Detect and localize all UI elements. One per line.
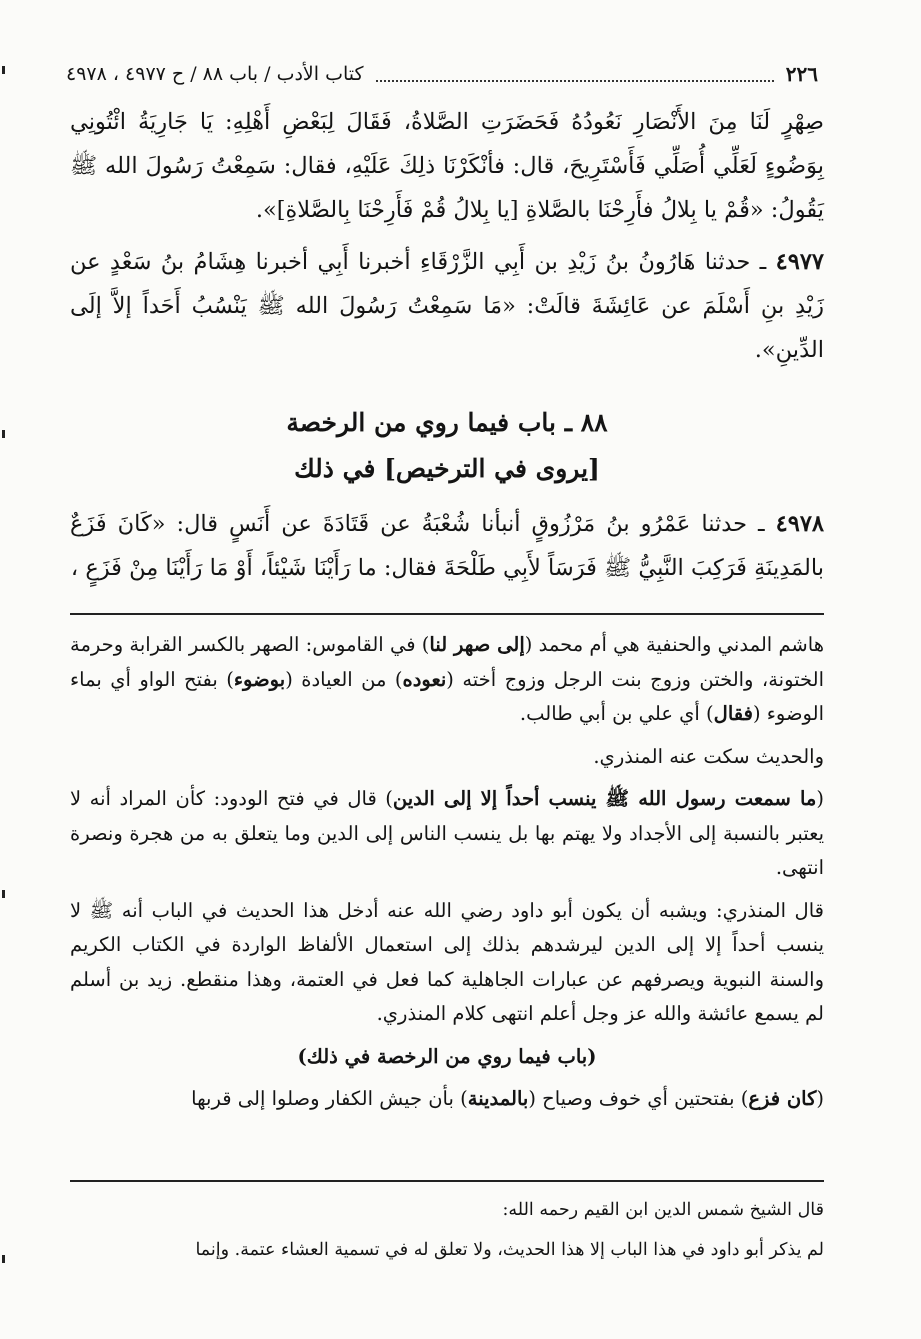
commentary-keyword: ما سمعت رسول الله ﷺ ينسب أحداً إلا إلى الدين: [392, 787, 817, 810]
commentary-keyword: نعوده: [402, 667, 447, 691]
commentary-paragraph: والحديث سكت عنه المنذري.: [593, 744, 824, 768]
ibn-qayyim-note: [70, 1190, 824, 1270]
hadith-4977: [70, 240, 824, 372]
chapter-word: باب: [517, 408, 556, 437]
commentary-keyword: بوضوء: [233, 667, 286, 691]
commentary-text: ) بفتحتين أي خوف وصياح (: [528, 1087, 749, 1110]
commentary-keyword: إلى صهر لنا: [429, 633, 525, 656]
scan-edge-mark: [2, 890, 5, 898]
chapter-subtitle: [يروى في الترخيص] في ذلك: [294, 454, 600, 483]
commentary-paragraph: [70, 782, 824, 886]
hadith-continued: صِهْرٍ لَنَا مِنَ الأَنْصَارِ نَعُودُهُ فَحَضَرَتِ الصَّلاةُ، فَقَالَ لِبَعْضِ أَهْلِهِ: يَا جَارِيَةُ ائْتُونِي بِوَضُوءٍ لَعَلِّي أُصَلِّي فَأَسْتَرِيحَ، قال: فأنْكَرْنَا ذلِكَ عَلَيْهِ، فقال: سَمِعْتُ رَسُولَ الله ﷺ يَقُولُ: «قُمْ يا بِلالُ فأَرِحْنَا بالصَّلاةِ [يا بِلالُ قُمْ فَأَرِحْنَا بِالصَّلاةِ]».: [70, 109, 824, 223]
main-text-lower: [70, 502, 824, 590]
scan-edge-mark: [2, 66, 5, 74]
page-number: ٢٢٦: [785, 62, 818, 86]
commentary-keyword: فقال: [713, 702, 753, 725]
commentary-paragraph: [70, 1082, 824, 1117]
commentary-text: ) قال في فتح الودود: كأن المراد أنه لا يعتبر بالنسبة إلى الأجداد ولا يهتم بها بل ينسب الناس إلى الدين وما يتعلق به من هجرة ونصرة انتهى.: [70, 787, 824, 879]
hadith-4978: [70, 502, 824, 590]
main-text-upper: [70, 100, 824, 380]
commentary-text: ) من العيادة (: [285, 667, 403, 691]
hadith-number: ٤٩٧٨: [775, 511, 824, 537]
footnote-divider: [70, 613, 824, 615]
commentary-paragraph: قال المنذري: ويشبه أن يكون أبو داود رضي الله عنه أدخل هذا الحديث في الباب أنه ﷺ لا ينسب أحداً إلا إلى الدين ليرشدهم بذلك إلى استعمال الألفاظ الواردة في الكتاب الكريم والسنة النبوية ويصرفهم عن عبارات الجاهلية كما فعل في العتمة، وهذا منقطع. زيد بن أسلم لم يسمع عائشة والله عز وجل أعلم انتهى كلام المنذري.: [70, 898, 824, 1025]
hadith-text: ـ حدثنا عَمْرُو بنُ مَرْزُوقٍ أنبأنا شُعْبَةُ عن قَتَادَةَ عن أَنَسٍ قال: «كَانَ فَزَعٌ بالمَدِينَةِ فَرَكِبَ النَّبِيُّ ﷺ فَرَسَاً لأَبِي طَلْحَةَ فقال: ما رَأَيْنَا شَيْئاً، أَوْ مَا رَأَيْنَا مِنْ فَزَعٍ ،: [70, 511, 824, 581]
header-dotted-leader: [376, 66, 774, 82]
commentary-text: ) بأن جيش الكفار وصلوا إلى قربها: [191, 1087, 468, 1110]
scan-edge-mark: [2, 430, 5, 438]
commentary-text: ) بفتح الواو أي بماء الوضوء (: [70, 667, 824, 725]
commentary-text: هاشم المدني والحنفية هي أم محمد (: [524, 633, 824, 656]
footnote-divider: [70, 1180, 824, 1182]
running-title: كتاب الأدب / باب ٨٨ / ح ٤٩٧٧ ، ٤٩٧٨: [66, 63, 364, 85]
commentary-text: (: [816, 787, 824, 810]
chapter-number: ٨٨ ـ: [564, 408, 608, 437]
commentary-keyword: بالمدينة: [467, 1087, 529, 1110]
commentary-chapter-heading: (باب فيما روي من الرخصة في ذلك): [297, 1044, 597, 1068]
note-heading: قال الشيخ شمس الدين ابن القيم رحمه الله:: [502, 1200, 824, 1220]
chapter-heading: [70, 400, 824, 492]
commentary-text: (: [816, 1087, 824, 1110]
chapter-title: فيما روي من الرخصة: [286, 408, 510, 437]
scan-edge-mark: [2, 1255, 5, 1263]
running-header: [66, 54, 818, 94]
hadith-text: ـ حدثنا هَارُونُ بنُ زَيْدِ بن أَبِي الزَّرْقَاءِ أخبرنا أَبِي أخبرنا هِشَامُ بنُ سَعْدٍ عن زَيْدِ بنِ أَسْلَمَ عن عَائِشَةَ قالَتْ: «مَا سَمِعْتُ رَسُولَ الله ﷺ يَنْسُبُ أَحَداً إلاَّ إلَى الدِّينِ».: [70, 249, 824, 363]
commentary-text: ) أي علي بن أبي طالب.: [519, 702, 714, 725]
commentary-text: ) في القاموس: الصهر بالكسر القرابة وحرمة الختونة، والختن وزوج بنت الرجل وزوج أخته (: [70, 633, 824, 691]
commentary: [70, 628, 824, 1125]
note-text: لم يذكر أبو داود في هذا الباب إلا هذا الحديث، ولا تعلق له في تسمية العشاء عتمة. وإنما: [195, 1240, 824, 1260]
chapter-title-line: [70, 400, 824, 446]
commentary-keyword: كان فزع: [748, 1087, 817, 1110]
hadith-number: ٤٩٧٧: [775, 249, 824, 275]
commentary-paragraph: [70, 628, 824, 732]
